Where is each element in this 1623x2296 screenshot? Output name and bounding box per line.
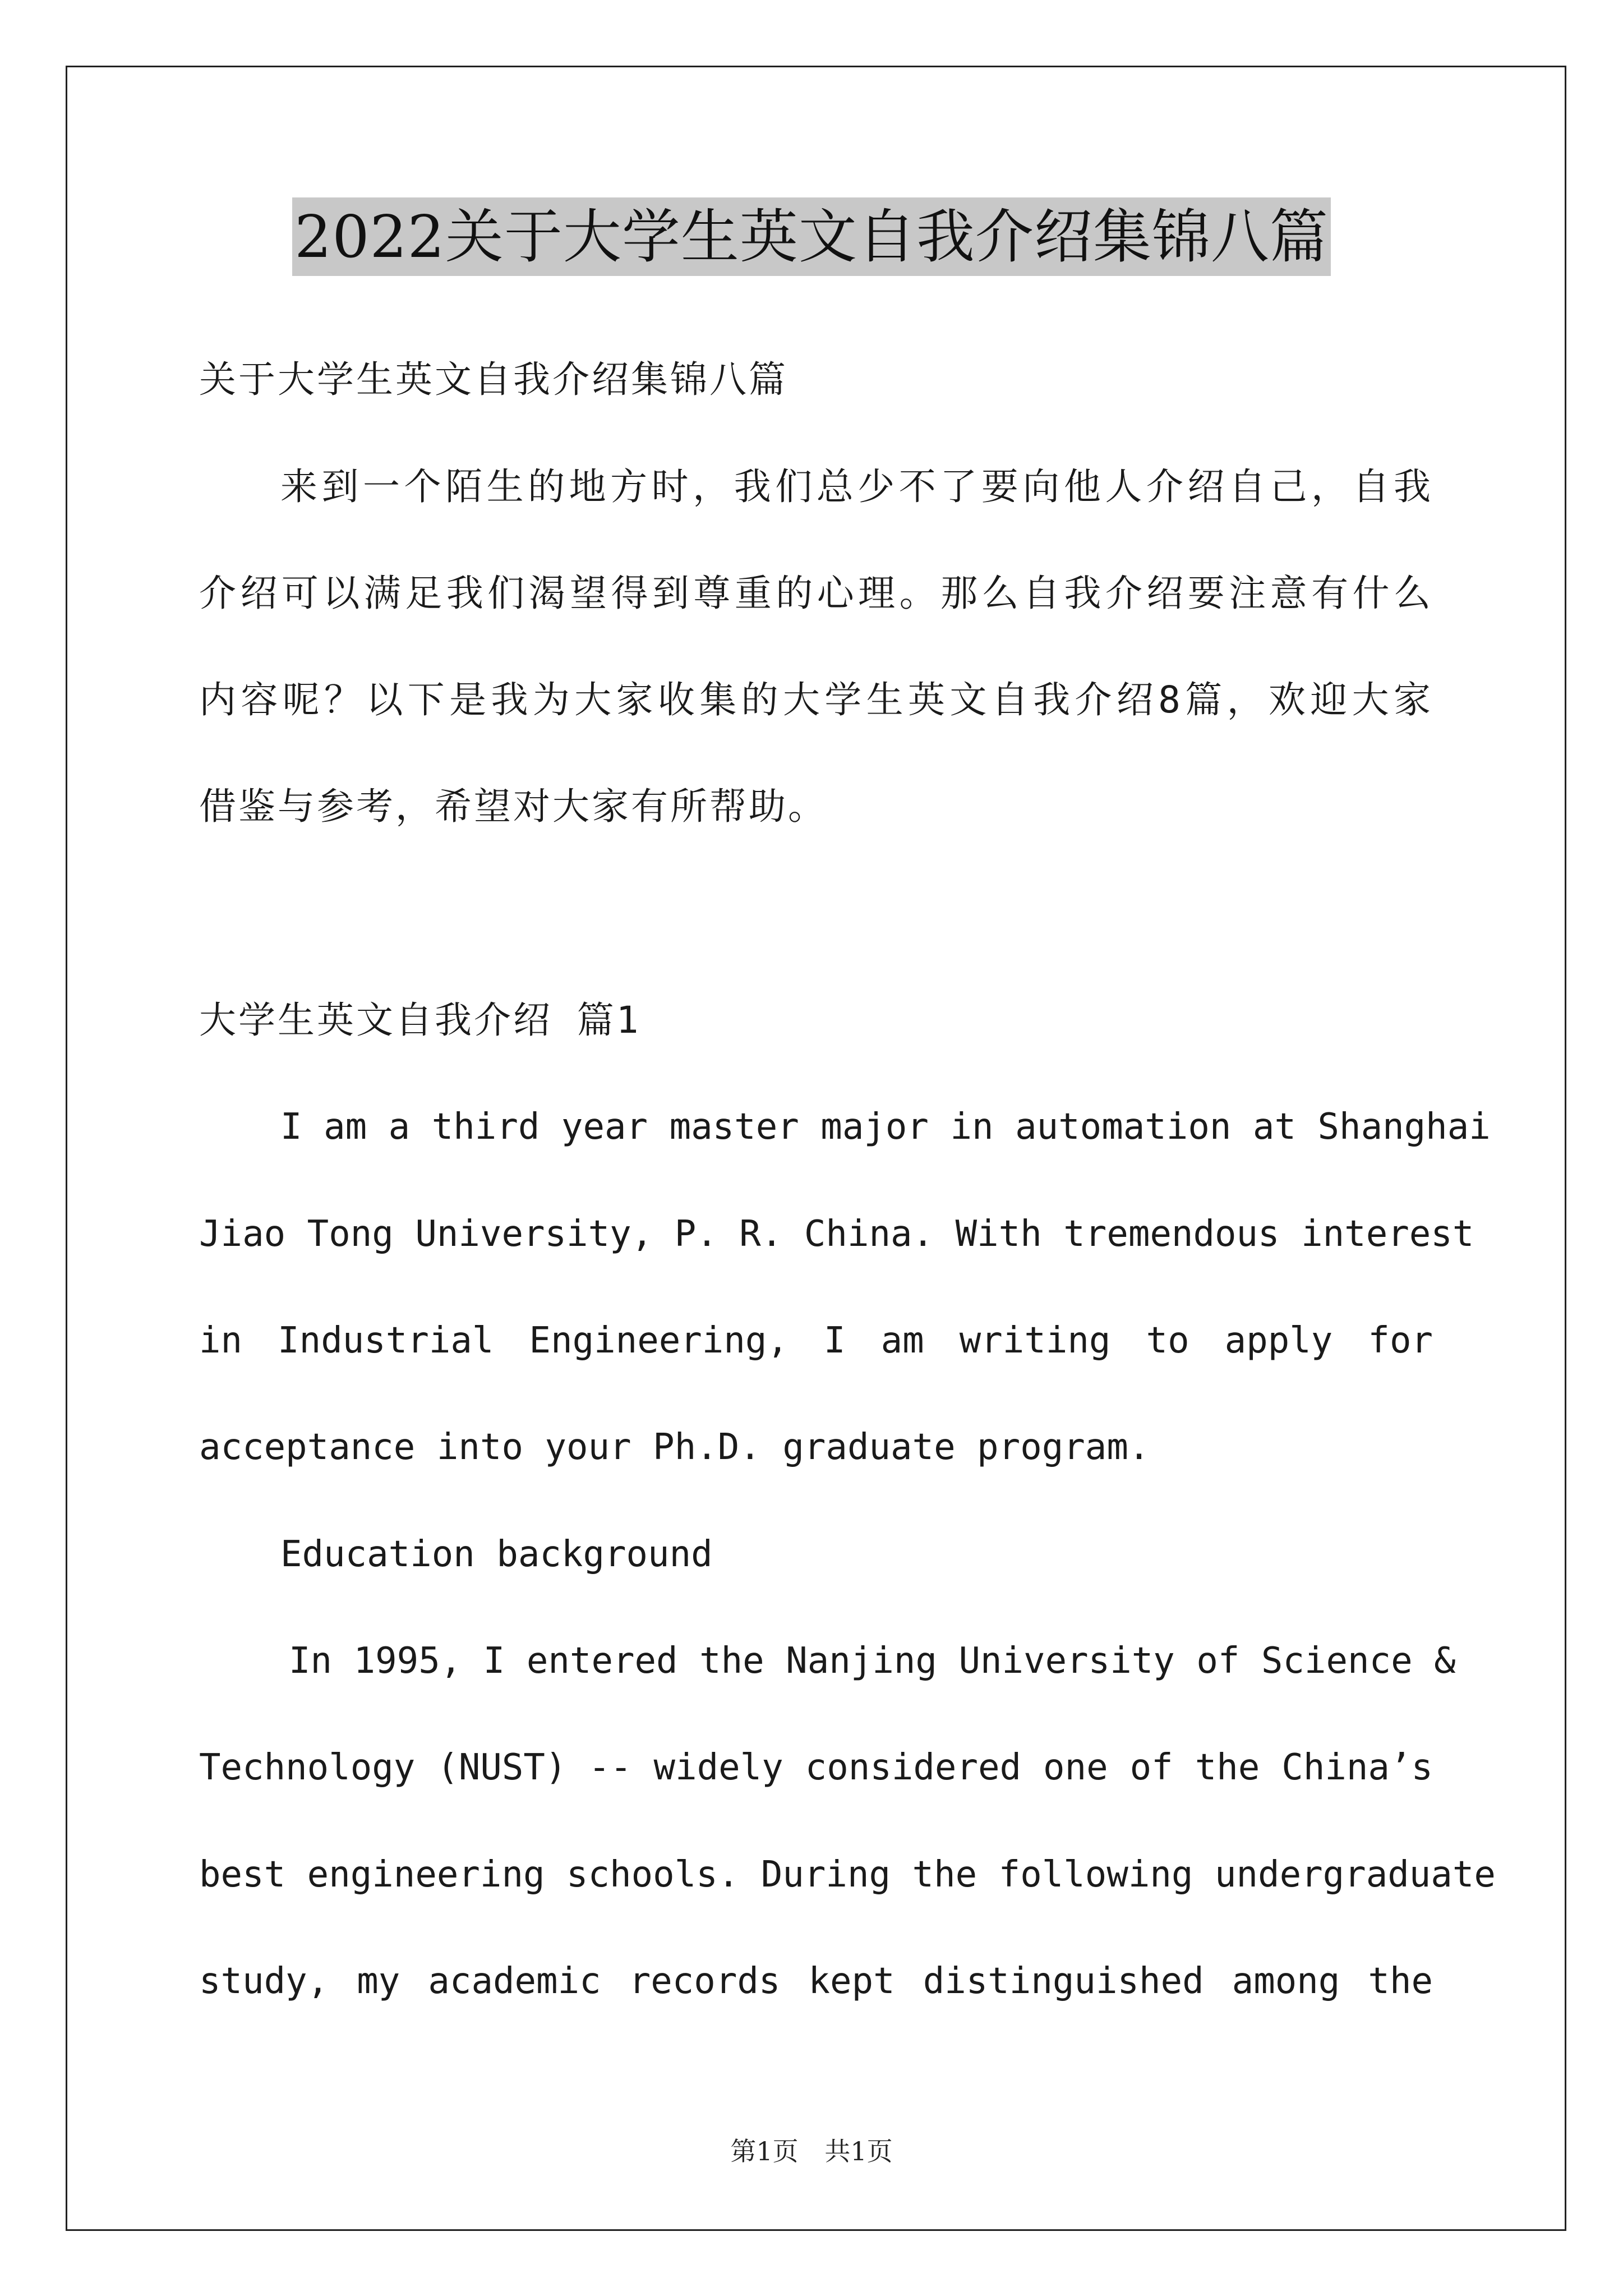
page-number: 第1页 (730, 2136, 799, 2166)
paragraph-line: acceptance into your Ph.D. graduate program. (199, 1427, 1150, 1468)
page-footer (0, 2134, 1623, 2168)
intro-line: 借鉴与参考，希望对大家有所帮助。 (199, 785, 827, 828)
paragraph-line: Technology (NUST) -- widely considered one of the China’s (199, 1747, 1433, 1788)
education-heading: Education background (280, 1534, 713, 1575)
subtitle: 关于大学生英文自我介绍集锦八篇 (199, 358, 788, 401)
page-total: 共1页 (824, 2136, 893, 2166)
paragraph-line: I am a third year master major in automation at Shanghai (280, 1106, 1491, 1148)
document-title: 2022关于大学生英文自我介绍集锦八篇 (292, 197, 1331, 276)
paragraph-line: in Industrial Engineering, I am writing to apply for (199, 1320, 1433, 1361)
paragraph-line: study, my academic records kept distinguished among the (199, 1961, 1433, 2002)
intro-line: 来到一个陌生的地方时，我们总少不了要向他人介绍自己，自我 (280, 465, 1433, 508)
intro-line: 内容呢？以下是我为大家收集的大学生英文自我介绍8篇，欢迎大家 (199, 678, 1433, 721)
intro-line: 介绍可以满足我们渴望得到尊重的心理。那么自我介绍要注意有什么 (199, 572, 1433, 615)
title-container (0, 197, 1623, 276)
section-heading: 大学生英文自我介绍 篇1 (199, 999, 641, 1042)
paragraph-line: Jiao Tong University, P. R. China. With tremendous interest (199, 1213, 1474, 1255)
paragraph-line: In 1995, I entered the Nanjing University of Science & (289, 1640, 1456, 1682)
paragraph-line: best engineering schools. During the following undergraduate (199, 1854, 1496, 1895)
